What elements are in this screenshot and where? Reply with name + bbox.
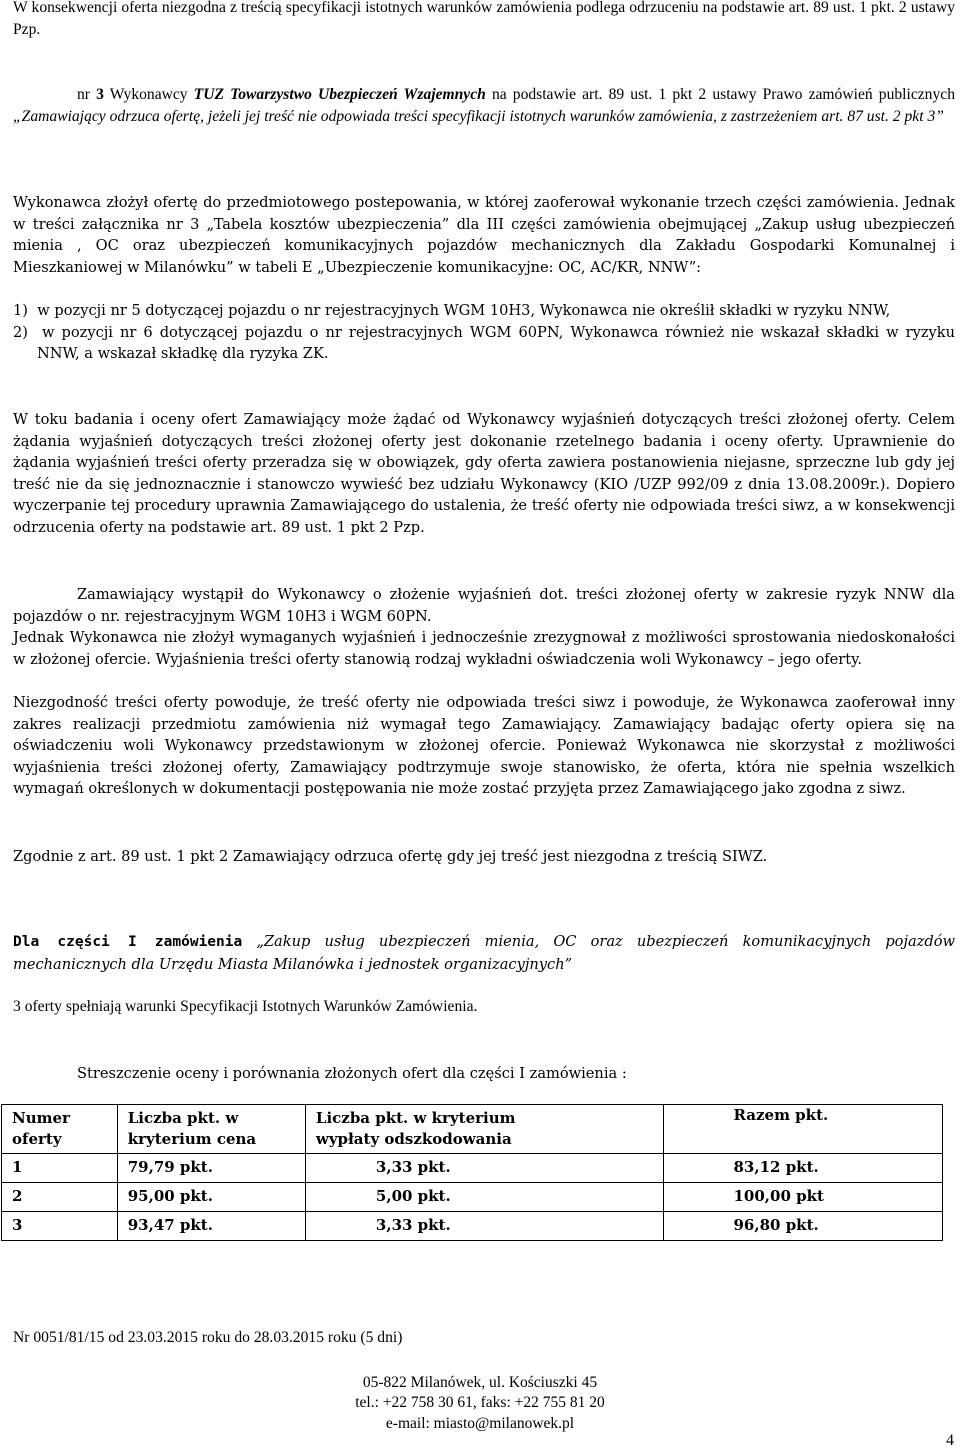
table-caption: Streszczenie oceny i porównania złożonych ofert dla części I zamówienia : [77, 1065, 627, 1082]
list-item: 1) w pozycji nr 5 dotyczącej pojazdu o nr rejestracyjnych WGM 10H3, Wykonawca nie określił składki w ryzyku NNW, [13, 302, 891, 319]
deficiency-list [13, 300, 955, 365]
page-number: 4 [946, 1432, 954, 1449]
footer-email: e-mail: miasto@milanowek.pl [385, 1415, 575, 1432]
paragraph-explanation-procedure: W toku badania i oceny ofert Zamawiający może żądać od Wykonawcy wyjaśnień dotyczących treści złożonej oferty. Celem żądania wyjaśnień dotyczących treści złożonej oferty jest dokonanie rzetelnego badania i oceny oferty. Uprawnienie do żądania wyjaśnień treści oferty przeradza się w obowiązek, gdy oferta zawiera postanowienia niejasne, sprzeczne lub gdy jej treść nie da się jednoznacznie i stanowczo wywieść bez udziału Wykonawcy (KIO /UZP 992/09 z dnia 13.08.2009r.). Dopiero wyczerpanie tej procedury uprawnia Zamawiającego do ustalenia, że treść oferty nie odpowiada treści siwz, a w konsekwencji odrzucenia oferty na podstawie art. 89 ust. 1 pkt 2 Pzp. [13, 411, 955, 536]
footer-address: 05-822 Milanówek, ul. Kościuszki 45 [362, 1374, 598, 1391]
paragraph-rejection-consequence: W konsekwencji oferta niezgodna z treścią specyfikacji istotnych warunków zamówienia podlega odrzuceniu na podstawie art. 89 ust. 1 pkt. 2 ustawy Pzp. [13, 0, 955, 38]
table-header-row [2, 1105, 943, 1154]
footer-phone: tel.: +22 758 30 61, faks: +22 755 81 20 [355, 1394, 605, 1411]
list-item: 2) w pozycji nr 6 dotyczącej pojazdu o nr rejestracyjnych WGM 60PN, Wykonawca również nie wskazał składki w ryzyku NNW, a wskazał składkę dla ryzyka ZK. [13, 323, 955, 363]
column-header: Liczba pkt. w kryterium cena [117, 1105, 305, 1154]
paragraph-request: Zamawiający wystąpił do Wykonawcy o złożenie wyjaśnień dot. treści złożonej oferty w zakresie ryzyk NNW dla pojazdów o nr. rejestracyjnym WGM 10H3 i WGM 60PN. [13, 586, 955, 625]
table-row: 2 95,00 pkt. 5,00 pkt. 100,00 pkt [2, 1183, 943, 1212]
paragraph-offer-description: Wykonawca złożył ofertę do przedmiotowego postepowania, w której zaoferował wykonanie trzech części zamówienia. Jednak w treści załącznika nr 3 „Tabela kosztów ubezpieczenia” dla III części zamówienia obejmującej „Zakup usług ubezpieczeń mienia , OC oraz ubezpieczeń komunikacyjnych pojazdów mechanicznych dla Zakładu Gospodarki Komunalnej i Mieszkaniowej w Milanówku” w tabeli E „Ubezpieczenie komunikacyjne: OC, AC/KR, NNW”: [13, 194, 955, 276]
paragraph-inconsistency: Niezgodność treści oferty powoduje, że treść oferty nie odpowiada treści siwz i powoduje, że Wykonawca zaoferował inny zakres realizacji przedmiotu zamówienia niż wymagał tego Zamawiający. Zamawiający badając oferty opiera się na oświadczeniu woli Wykonawcy przedstawionym w złożonej ofercie. Ponieważ Wykonawca nie skorzystał z możliwości wyjaśnienia treści złożonej oferty, Zamawiający podtrzymuje swoje stanowisko, że oferta, która nie spełnia wszelkich wymagań określonych w dokumentacji postępowania nie może zostać przyjęta przez Zamawiającego jako zgodna z siwz. [13, 694, 955, 798]
column-header: Razem pkt. [663, 1105, 943, 1154]
table-row: 3 93,47 pkt. 3,33 pkt. 96,80 pkt. [2, 1212, 943, 1241]
part-1-heading: Dla części I zamówienia „Zakup usług ubezpieczeń mienia, OC oraz ubezpieczeń komunikacyjnych pojazdów mechanicznych dla Urzędu Miasta Milanówka i jednostek organizacyjnych” [13, 933, 955, 973]
paragraph-valid-offers: 3 oferty spełniają warunki Specyfikacji Istotnych Warunków Zamówienia. [13, 998, 478, 1015]
scores-table [1, 1104, 943, 1241]
column-header: Liczba pkt. w kryterium wypłaty odszkodowania [305, 1105, 663, 1154]
offer-number: 3 [96, 86, 104, 103]
column-header: Numer oferty [2, 1105, 118, 1154]
paragraph-no-response: Jednak Wykonawca nie złożył wymaganych wyjaśnień i jednocześnie zrezygnował z możliwości sprostowania niedoskonałości w złożonej ofercie. Wyjaśnienia treści oferty stanowią rodzaj wykładni oświadczenia woli Wykonawcy – jego oferty. [13, 629, 955, 668]
paragraph-offer-3: nr 3 Wykonawcy TUZ Towarzystwo Ubezpieczeń Wzajemnych na podstawie art. 89 ust. 1 pkt 2 ustawy Prawo zamówień publicznych „Zamawiający odrzuca ofertę, jeżeli jej treść nie odpowiada treści specyfikacji istotnych warunków zamówienia, z zastrzeżeniem art. 87 ust. 2 pkt 3” [13, 86, 955, 125]
paragraph-legal-basis: Zgodnie z art. 89 ust. 1 pkt 2 Zamawiający odrzuca ofertę gdy jej treść jest niezgodna z treścią SIWZ. [13, 848, 768, 865]
notice-period: Nr 0051/81/15 od 23.03.2015 roku do 28.03.2015 roku (5 dni) [13, 1329, 403, 1346]
law-quote: „Zamawiający odrzuca ofertę, jeżeli jej treść nie odpowiada treści specyfikacji istotnych warunków zamówienia, z zastrzeżeniem art. 87 ust. 2 pkt 3” [13, 107, 944, 125]
company-name: TUZ Towarzystwo Ubezpieczeń Wzajemnych [193, 86, 486, 103]
table-row: 1 79,79 pkt. 3,33 pkt. 83,12 pkt. [2, 1154, 943, 1183]
